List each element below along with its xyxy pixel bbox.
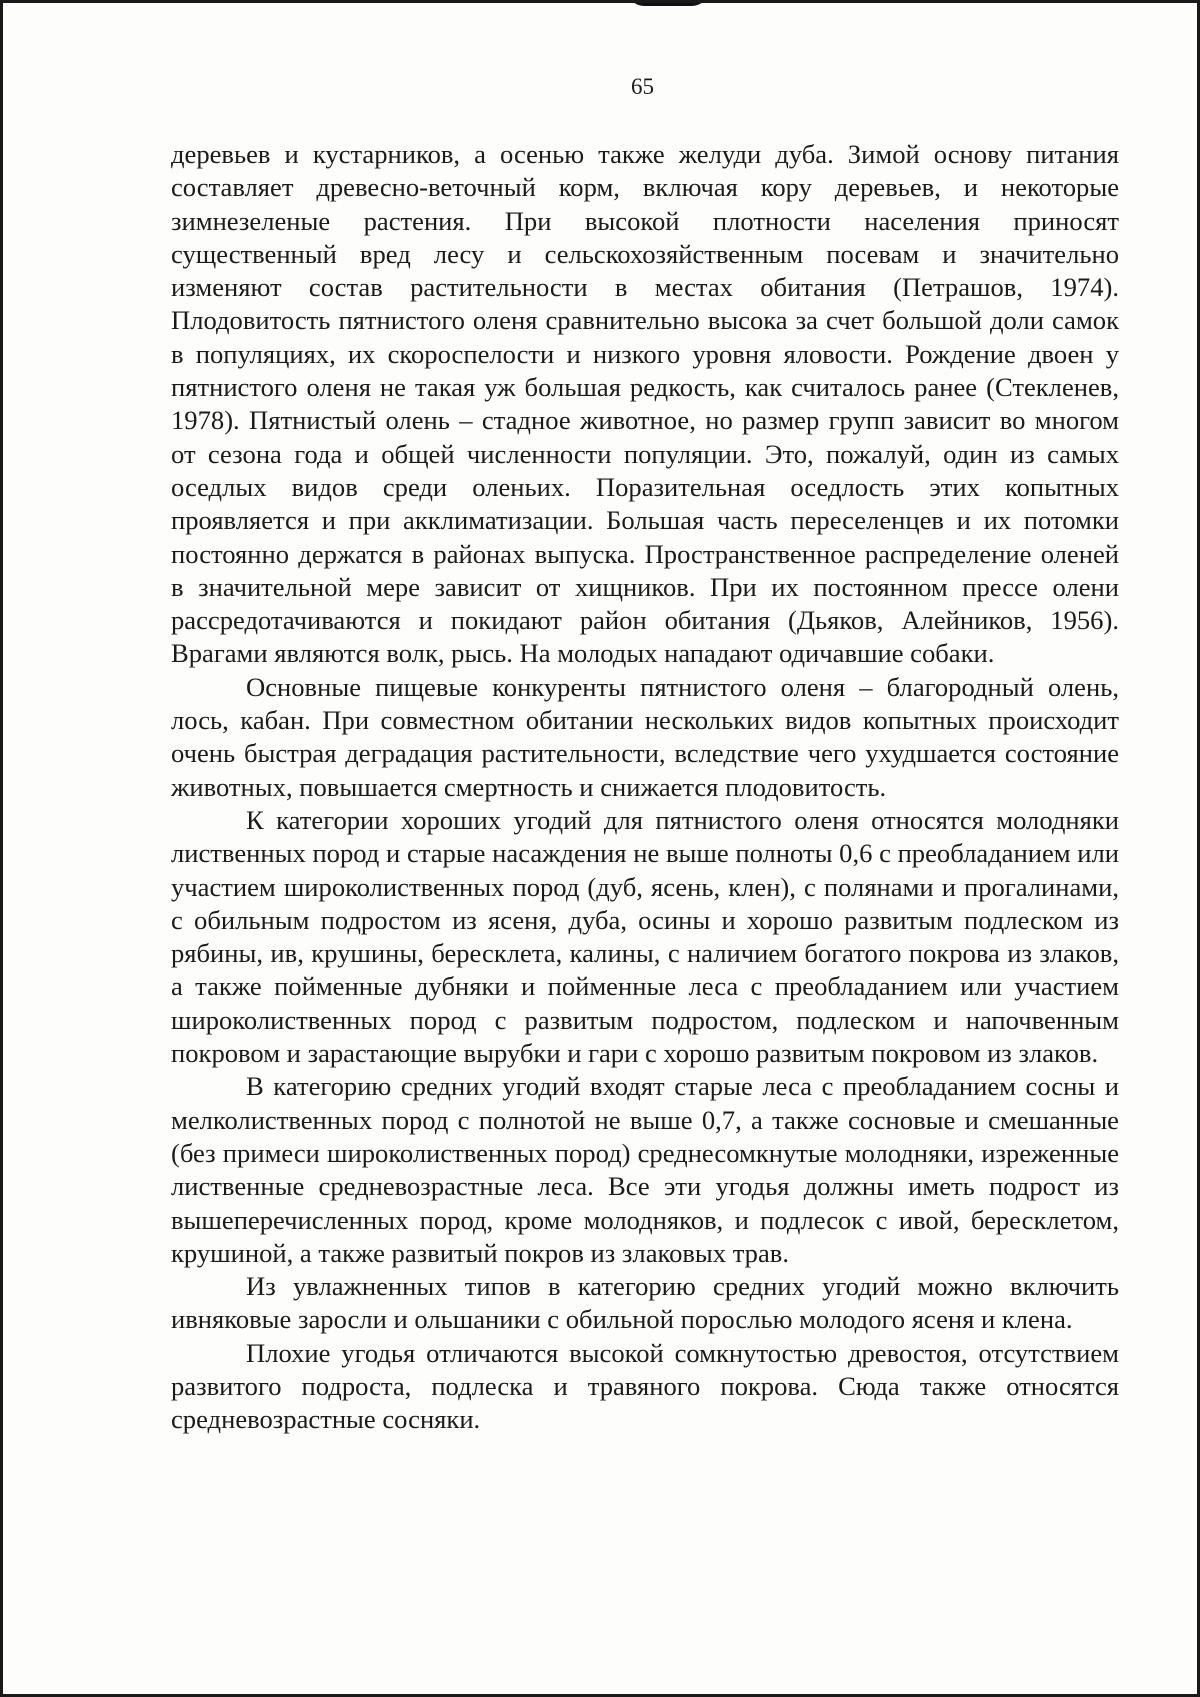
page-number: 65 bbox=[631, 74, 654, 99]
paragraph-2: Основные пищевые конкуренты пятнистого оленя – благородный олень, лось, кабан. При совместном обитании нескольких видов копытных происходит очень быстрая деградация растительности, вследствие чего ухудшается состояние животных, повышается смертность и снижается плодовитость. bbox=[171, 671, 1119, 802]
paragraph-5: Из увлажненных типов в категорию средних угодий можно включить ивняковые заросли и ольшаники с обильной порослью молодого ясеня и клена. bbox=[171, 1271, 1119, 1335]
paragraph-3: К категории хороших угодий для пятнистого оленя относятся молодняки лиственных пород и старые насаждения не выше полноты 0,6 с преобладанием или участием широколиственных пород (дуб, ясень, клен), с полянами и прогалинами, с обильным подростом из ясеня, дуба, осины и хорошо развитым подлеском из рябины, ив, крушины, бересклета, калины, с наличием богатого покрова из злаков, а также пойменные дубняки и пойменные леса с преобладанием или участием широколиственных пород с развитым подростом, подлеском и напочвенным покровом и зарастающие вырубки и гари с хорошо развитым покровом из злаков. bbox=[171, 804, 1119, 1069]
body-text bbox=[171, 138, 1119, 1437]
paragraph-1: деревьев и кустарников, а осенью также желуди дуба. Зимой основу питания составляет древесно-веточный корм, включая кору деревьев, и некоторые зимнезеленые растения. При высокой плотности населения приносят существенный вред лесу и сельскохозяйственным посевам и значительно изменяют состав растительности в местах обитания (Петрашов, 1974). Плодовитость пятнистого оленя сравнительно высока за счет большой доли самок в популяциях, их скороспелости и низкого уровня яловости. Рождение двоен у пятнистого оленя не такая уж большая редкость, как считалось ранее (Стекленев, 1978). Пятнистый олень – стадное животное, но размер групп зависит во многом от сезона года и общей численности популяции. Это, пожалуй, один из самых оседлых видов среди оленьих. Поразительная оседлость этих копытных проявляется и при акклиматизации. Большая часть переселенцев и их потомки постоянно держатся в районах выпуска. Пространственное распределение оленей в значительной мере зависит от хищников. При их постоянном прессе олени рассредотачиваются и покидают район обитания (Дьяков, Алейников, 1956). Врагами являются волк, рысь. На молодых нападают одичавшие собаки. bbox=[171, 139, 1119, 669]
scan-binder-tab bbox=[628, 0, 708, 6]
paragraph-6: Плохие угодья отличаются высокой сомкнутостью древостоя, отсутствием развитого подроста, подлеска и травяного покрова. Сюда также относятся средневозрастные сосняки. bbox=[171, 1337, 1119, 1435]
paragraph-4: В категорию средних угодий входят старые леса с преобладанием сосны и мелколиственных пород с полнотой не выше 0,7, а также сосновые и смешанные (без примеси широколиственных пород) среднесомкнутые молодняки, изреженные лиственные средневозрастные леса. Все эти угодья должны иметь подрост из вышеперечисленных пород, кроме молодняков, и подлесок с ивой, бересклетом, крушиной, а также развитый покров из злаковых трав. bbox=[171, 1071, 1119, 1268]
